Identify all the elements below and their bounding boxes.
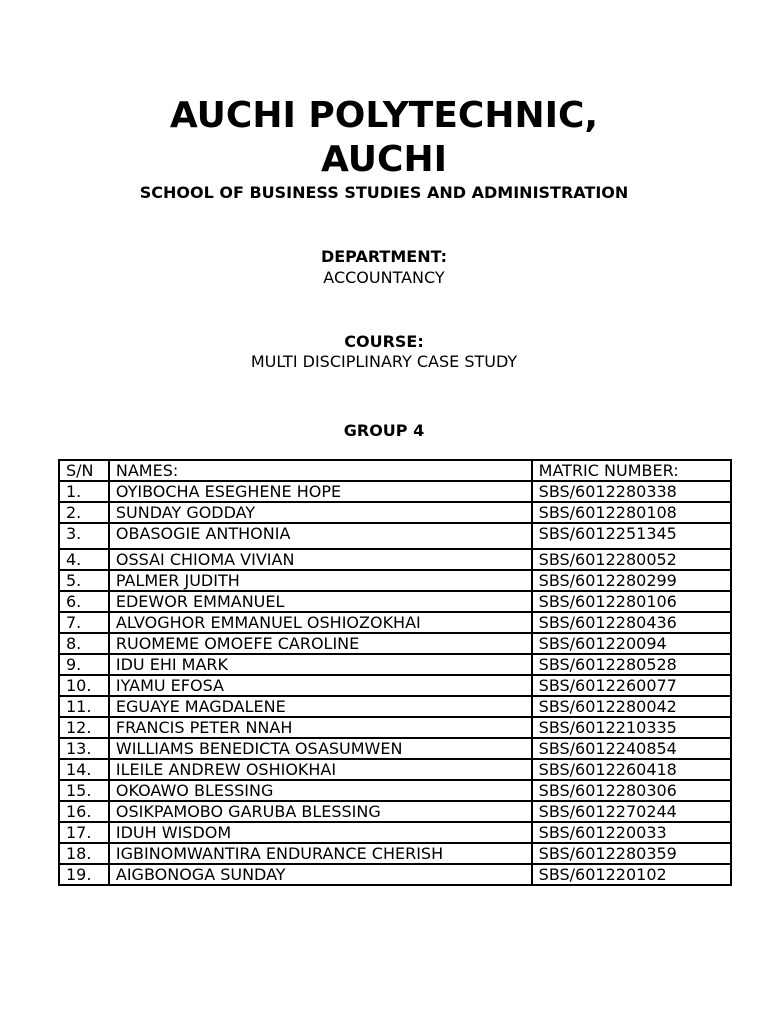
cell-sn: 13. [59,738,109,759]
table-row [59,502,731,523]
table-row [59,843,731,864]
header-names: NAMES: [109,460,532,481]
table-row [59,801,731,822]
table-row [59,822,731,843]
table-row [59,717,731,738]
table-body [59,481,731,885]
cell-sn: 5. [59,570,109,591]
table-row [59,675,731,696]
cell-matric-number: SBS/6012210335 [532,717,731,738]
cell-name: IYAMU EFOSA [109,675,532,696]
cell-matric-number: SBS/6012251345 [532,523,731,549]
cell-matric-number: SBS/601220094 [532,633,731,654]
table-row [59,481,731,502]
cell-matric-number: SBS/6012280528 [532,654,731,675]
cell-matric-number: SBS/6012270244 [532,801,731,822]
cell-matric-number: SBS/6012260418 [532,759,731,780]
cell-matric-number: SBS/601220102 [532,864,731,885]
table-row [59,570,731,591]
cell-name: RUOMEME OMOEFE CAROLINE [109,633,532,654]
cell-sn: 19. [59,864,109,885]
group-label: GROUP 4 [343,421,425,440]
cell-matric-number: SBS/6012280042 [532,696,731,717]
table-row [59,633,731,654]
cell-sn: 7. [59,612,109,633]
cell-name: OYIBOCHA ESEGHENE HOPE [109,481,532,502]
cell-matric-number: SBS/6012240854 [532,738,731,759]
cell-matric-number: SBS/601220033 [532,822,731,843]
department-label: DEPARTMENT: [320,247,448,266]
cell-name: AIGBONOGA SUNDAY [109,864,532,885]
cell-name: PALMER JUDITH [109,570,532,591]
cell-name: SUNDAY GODDAY [109,502,532,523]
cell-matric-number: SBS/6012280436 [532,612,731,633]
cell-name: ILEILE ANDREW OSHIOKHAI [109,759,532,780]
header-matric-number: MATRIC NUMBER: [532,460,731,481]
table-row [59,612,731,633]
cell-sn: 6. [59,591,109,612]
cell-sn: 12. [59,717,109,738]
course-value: MULTI DISCIPLINARY CASE STUDY [250,352,518,371]
cell-name: IGBINOMWANTIRA ENDURANCE CHERISH [109,843,532,864]
cell-name: EDEWOR EMMANUEL [109,591,532,612]
table-row [59,523,731,549]
table-row [59,738,731,759]
table-row [59,780,731,801]
table-row [59,654,731,675]
cell-name: OKOAWO BLESSING [109,780,532,801]
cell-matric-number: SBS/6012280299 [532,570,731,591]
cell-name: FRANCIS PETER NNAH [109,717,532,738]
table-row [59,549,731,570]
institution-title-line2: AUCHI [321,139,447,180]
cell-matric-number: SBS/6012280108 [532,502,731,523]
cell-name: OSIKPAMOBO GARUBA BLESSING [109,801,532,822]
cell-sn: 16. [59,801,109,822]
cell-name: ALVOGHOR EMMANUEL OSHIOZOKHAI [109,612,532,633]
cell-sn: 2. [59,502,109,523]
cell-name: IDUH WISDOM [109,822,532,843]
cell-matric-number: SBS/6012260077 [532,675,731,696]
cell-matric-number: SBS/6012280359 [532,843,731,864]
cell-sn: 17. [59,822,109,843]
table-row [59,591,731,612]
student-roster-table [58,459,732,886]
cell-matric-number: SBS/6012280306 [532,780,731,801]
cell-matric-number: SBS/6012280052 [532,549,731,570]
cell-sn: 1. [59,481,109,502]
cell-sn: 8. [59,633,109,654]
cell-name: WILLIAMS BENEDICTA OSASUMWEN [109,738,532,759]
cell-matric-number: SBS/6012280338 [532,481,731,502]
table-row [59,864,731,885]
course-label: COURSE: [344,332,424,351]
table-header-row [59,460,731,481]
table-row [59,759,731,780]
cell-name: OSSAI CHIOMA VIVIAN [109,549,532,570]
cell-matric-number: SBS/6012280106 [532,591,731,612]
cell-name: OBASOGIE ANTHONIA [109,523,532,549]
cell-sn: 4. [59,549,109,570]
department-value: ACCOUNTANCY [323,268,445,287]
school-name: SCHOOL OF BUSINESS STUDIES AND ADMINISTRATION [139,183,629,202]
institution-title-line1: AUCHI POLYTECHNIC, [169,95,599,136]
cell-sn: 15. [59,780,109,801]
cell-sn: 9. [59,654,109,675]
cell-sn: 18. [59,843,109,864]
cell-name: EGUAYE MAGDALENE [109,696,532,717]
cell-name: IDU EHI MARK [109,654,532,675]
cell-sn: 11. [59,696,109,717]
header-sn: S/N [59,460,109,481]
cell-sn: 10. [59,675,109,696]
cell-sn: 3. [59,523,109,549]
table-row [59,696,731,717]
cell-sn: 14. [59,759,109,780]
